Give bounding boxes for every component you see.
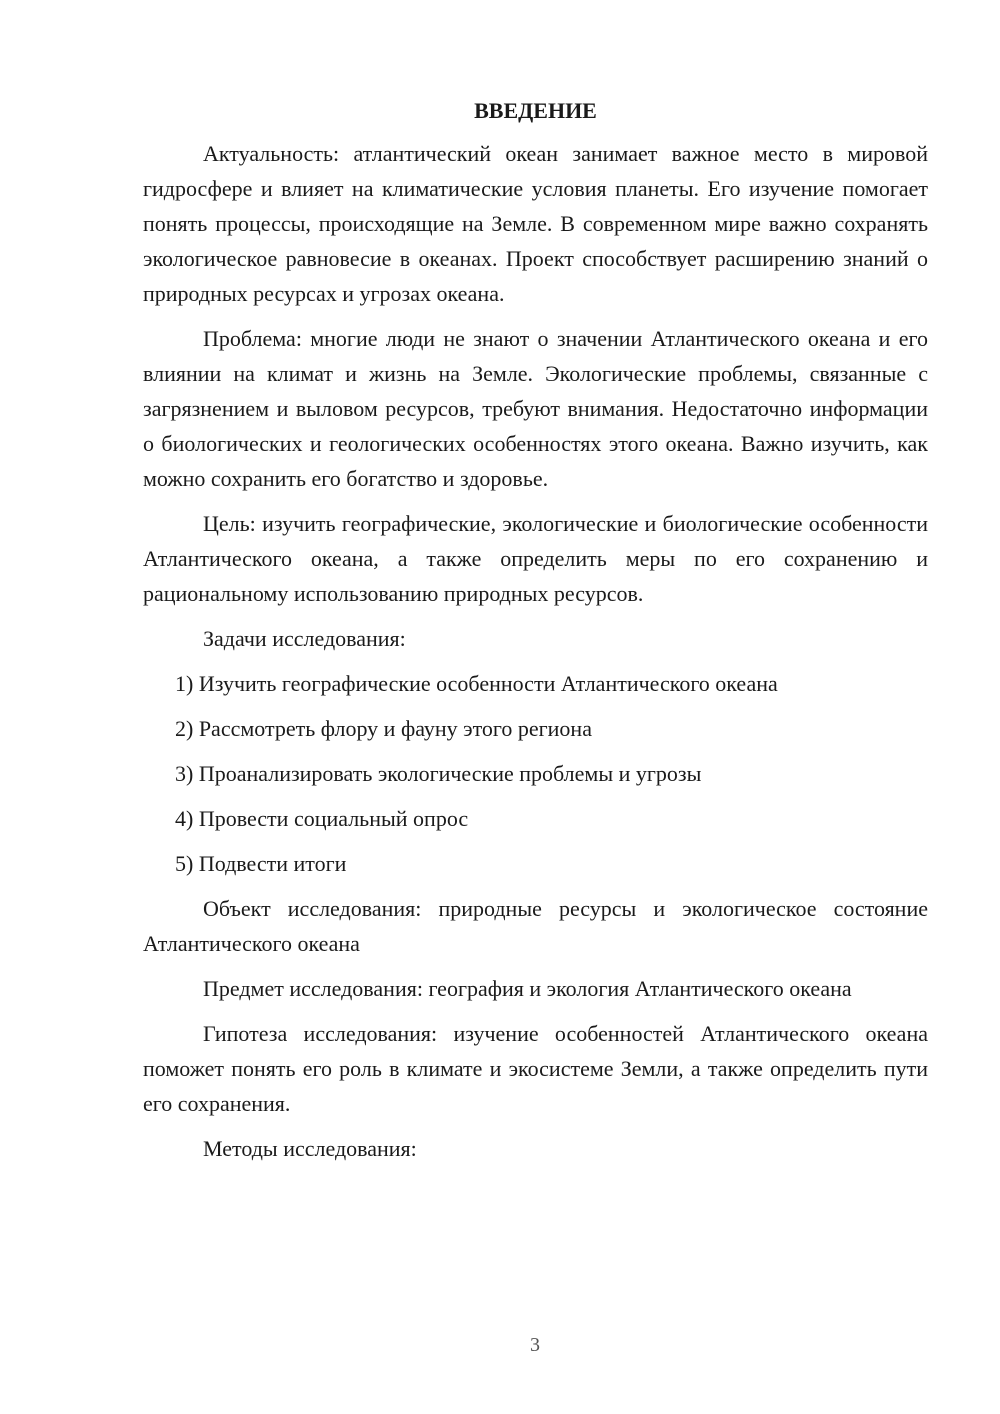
list-item: 3) Проанализировать экологические проблемы и угрозы [175,761,702,786]
page-title: ВВЕДЕНИЕ [474,98,597,123]
tasks-heading: Задачи исследования: [203,626,406,651]
tasks-list [143,666,928,881]
list-item: 4) Провести социальный опрос [175,806,469,831]
page-number: 3 [530,1334,540,1356]
list-item: 1) Изучить географические особенности Атлантического океана [175,671,778,696]
paragraph-hypothesis: Гипотеза исследования: изучение особенностей Атлантического океана поможет понять его роль в климате и экосистеме Земли, а также определить пути его сохранения. [143,1021,928,1116]
methods-heading: Методы исследования: [203,1136,417,1161]
paragraph-subject: Предмет исследования: география и экология Атлантического океана [203,976,852,1001]
paragraph-relevance: Актуальность: атлантический океан занимает важное место в мировой гидросфере и влияет на климатические условия планеты. Его изучение помогает понять процессы, происходящие на Земле. В современном мире важно сохранять экологическое равновесие в океанах. Проект способствует расширению знаний о природных ресурсах и угрозах океана. [143,141,928,306]
list-item: 5) Подвести итоги [175,851,347,876]
paragraph-goal: Цель: изучить географические, экологические и биологические особенности Атлантического океана, а также определить меры по его сохранению и рациональному использованию природных ресурсов. [143,511,928,606]
list-item: 2) Рассмотреть флору и фауну этого региона [175,716,592,741]
document-page [143,96,928,1176]
paragraph-problem: Проблема: многие люди не знают о значении Атлантического океана и его влиянии на климат и жизнь на Земле. Экологические проблемы, связанные с загрязнением и выловом ресурсов, требуют внимания. Недостаточно информации о биологических и геологических особенностях этого океана. Важно изучить, как можно сохранить его богатство и здоровье. [143,326,928,491]
paragraph-object: Объект исследования: природные ресурсы и экологическое состояние Атлантического океана [143,896,928,956]
